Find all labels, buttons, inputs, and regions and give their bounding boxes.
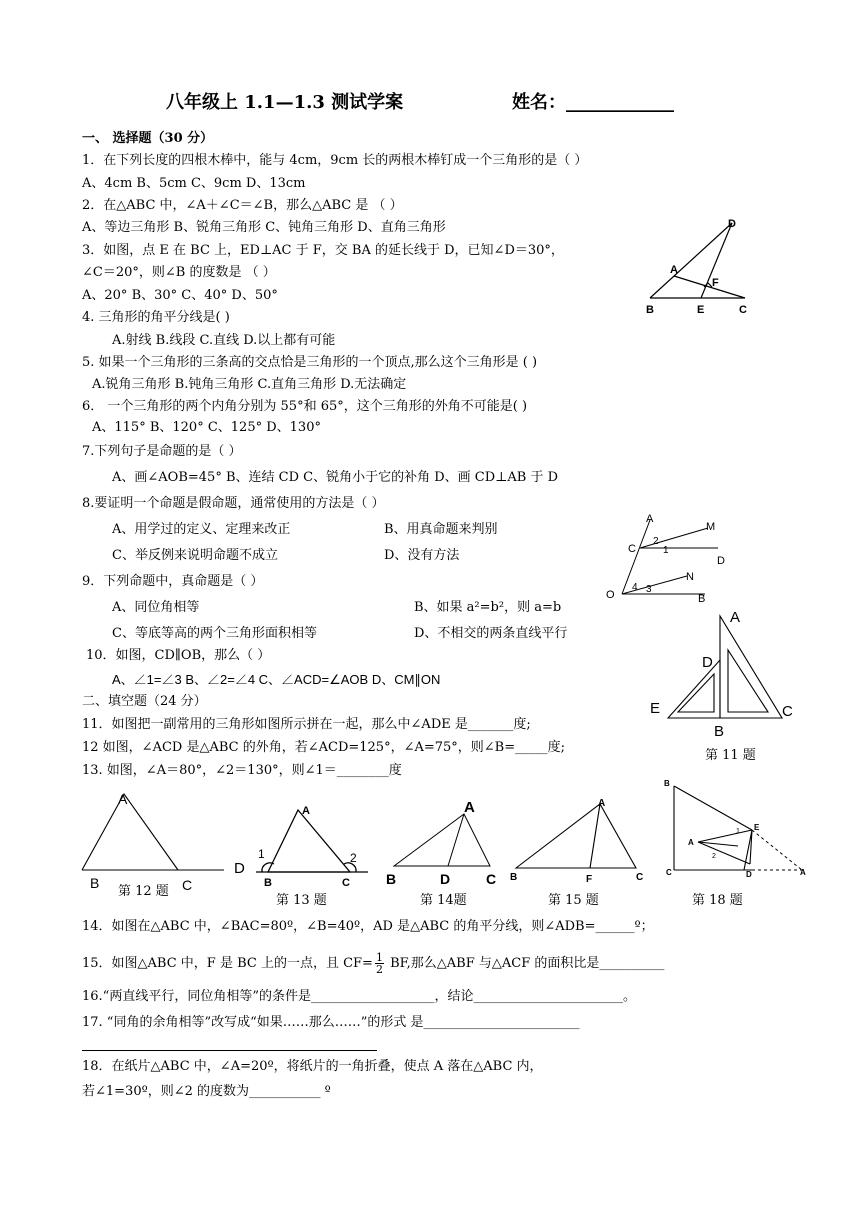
question-16: 16.“两直线平行，同位角相等”的条件是___________________，结论_______________________。 (82, 989, 636, 1004)
question-1-options: A、4cm B、5cm C、9cm D、13cm (82, 176, 306, 191)
question-8-option-a: A、用学过的定义、定理来改正 (112, 522, 291, 537)
fig18-label-2: 2 (712, 853, 716, 860)
question-4-options: A.射线 B.线段 C.直线 D.以上都有可能 (112, 333, 336, 348)
question-6: 6． 一个三角形的两个内角分别为 55°和 65°，这个三角形的外角不可能是( ) (82, 399, 528, 414)
question-8-option-b: B、用真命题来判别 (384, 522, 498, 537)
question-3-line2: ∠C＝20°，则∠B 的度数是 （ ） (82, 265, 276, 280)
figure-q3 (640, 215, 760, 320)
question-7: 7.下列句子是命题的是（ ） (82, 444, 242, 459)
fig3-label-d: D (728, 218, 736, 230)
fig12-label-c: C (182, 877, 193, 893)
fig10-label-o: O (606, 589, 615, 601)
figure-q18 (660, 776, 810, 884)
fig14-label-a: A (464, 799, 475, 816)
page-title: 八年级上 1.1—1.3 测试学案 (166, 92, 404, 113)
section1-heading: 一、 选择题（30 分） (82, 131, 214, 146)
fig14-label-c: C (486, 871, 497, 887)
fraction-denominator: 2 (375, 963, 383, 976)
fig10-label-n: N (686, 571, 694, 583)
fig18-label-d: D (746, 870, 752, 879)
question-9-option-c: C、等底等高的两个三角形面积相等 (112, 626, 317, 641)
question-5: 5. 如果一个三角形的三条高的交点恰是三角形的一个顶点,那么这个三角形是 ( ) (82, 355, 538, 370)
fig18-label-c: C (666, 868, 672, 877)
fig10-label-2: 2 (653, 536, 659, 547)
fig10-label-a: A (646, 513, 654, 525)
fig13-label-a: A (302, 805, 310, 817)
question-2: 2．在△ABC 中，∠A＋∠C＝∠B，那么△ABC 是 （ ） (82, 198, 403, 213)
fig11-label-a: A (730, 609, 741, 626)
separator-line (82, 1050, 377, 1051)
fig10-label-m: M (706, 521, 716, 533)
question-8: 8.要证明一个命题是假命题，通常使用的方法是（ ） (82, 496, 385, 511)
fig18-label-b: B (664, 779, 670, 788)
question-12: 12 如图，∠ACD 是△ABC 的外角，若∠ACD=125°，∠A=75°，则∠B=_____度; (82, 740, 566, 755)
fig13-label-b: B (264, 877, 272, 889)
name-blank[interactable]: ____________ (566, 92, 674, 113)
question-15 (82, 952, 664, 975)
question-6-options: A、115° B、120° C、125° D、130° (92, 420, 321, 435)
fig13-label-1: 1 (258, 847, 265, 861)
fig12-caption: 第 12 题 (118, 884, 169, 899)
figure-q11 (650, 608, 800, 738)
fig14-label-d: D (440, 871, 451, 887)
section2-heading: 二、填空题（24 分） (82, 694, 207, 709)
name-label-text: 姓名： (512, 92, 566, 113)
question-14: 14．如图在△ABC 中，∠BAC=80º，∠B=40º，AD 是△ABC 的角平分线，则∠ADB=______º； (82, 919, 654, 934)
fig14-label-b: B (386, 871, 397, 887)
fig10-label-3: 3 (646, 584, 652, 595)
fig10-label-4: 4 (632, 582, 638, 593)
question-1: 1．在下列长度的四根木棒中，能与 4cm，9cm 长的两根木棒钉成一个三角形的是（ ） (82, 153, 588, 168)
fig12-label-a: A (118, 791, 128, 807)
fig11-label-b: B (714, 723, 725, 740)
fig13-label-2: 2 (350, 851, 357, 865)
figure-q10 (600, 510, 740, 610)
fig18-label-1: 1 (736, 828, 740, 835)
question-3-line1: 3．如图，点 E 在 BC 上，ED⊥AC 于 F，交 BA 的延长线于 D，已知∠D＝30°， (82, 243, 564, 258)
fig13-label-c: C (342, 877, 350, 889)
fig14-caption: 第 14题 (420, 893, 467, 908)
fig11-label-d: D (702, 654, 713, 671)
question-11: 11．如图把一副常用的三角形如图所示拼在一起，那么中∠ADE 是_______度; (82, 717, 531, 732)
name-label (512, 94, 674, 112)
fig10-label-d: D (717, 555, 725, 567)
fig15-label-a: A (598, 798, 606, 809)
fig10-label-b: B (698, 593, 706, 605)
fig11-label-e: E (650, 700, 661, 717)
fig10-label-1: 1 (663, 545, 669, 556)
question-9: 9．下列命题中，真命题是（ ） (82, 574, 264, 589)
fig11-label-c: C (782, 703, 793, 720)
fig18-label-a: A (800, 868, 806, 877)
question-10: 10．如图，CD∥OB，那么（ ） (86, 648, 271, 663)
question-3-options: A、20° B、30° C、40° D、50° (82, 288, 278, 303)
fraction-numerator: 1 (375, 951, 383, 964)
fig15-caption: 第 15 题 (548, 893, 599, 908)
fig15-label-c: C (636, 872, 644, 883)
fig3-label-e: E (697, 304, 705, 316)
question-17: 17. “同角的余角相等”改写成“如果……那么……”的形式 是________________________ (82, 1015, 580, 1030)
question-18-line1: 18．在纸片△ABC 中，∠A=20º，将纸片的一角折叠，使点 A 落在△ABC 内， (82, 1059, 543, 1074)
fig12-label-b: B (90, 875, 100, 891)
figure-q14 (384, 798, 504, 890)
question-8-option-d: D、没有方法 (384, 548, 460, 563)
question-9-option-b: B、如果 a²=b²，则 a=b (414, 600, 562, 615)
fig3-label-b: B (646, 304, 654, 316)
question-18-line2: 若∠1=30º，则∠2 的度数为___________ º (82, 1084, 331, 1099)
fig18-label-a-folded: A (688, 838, 694, 847)
figure-q13 (234, 798, 374, 888)
fig15-label-b: B (510, 872, 518, 883)
fig11-caption: 第 11 题 (705, 748, 756, 763)
fig15-label-f: F (586, 874, 593, 885)
fig3-label-c: C (739, 304, 747, 316)
question-9-option-d: D、不相交的两条直线平行 (414, 626, 568, 641)
question-10-options: A、∠1=∠3 B、∠2=∠4 C、∠ACD=∠AOB D、CM∥ON (112, 672, 441, 687)
question-9-option-a: A、同位角相等 (112, 600, 200, 615)
question-4: 4. 三角形的角平分线是( ) (82, 310, 230, 325)
question-2-options: A、等边三角形 B、锐角三角形 C、钝角三角形 D、直角三角形 (82, 220, 446, 235)
question-5-options: A.锐角三角形 B.钝角三角形 C.直角三角形 D.无法确定 (92, 377, 407, 392)
fraction (375, 952, 384, 975)
fig3-label-a: A (670, 264, 678, 276)
question-13: 13. 如图，∠A＝80°，∠2＝130°，则∠1＝________度 (82, 763, 402, 778)
question-7-options: A、画∠AOB=45° B、连结 CD C、锐角小于它的补角 D、画 CD⊥AB 于 D (112, 470, 558, 485)
fig13-caption: 第 13 题 (276, 893, 327, 908)
question-15-suffix: BF,那么△ABF 与△ACF 的面积比是__________ (385, 956, 665, 971)
fig10-label-c: C (628, 543, 636, 555)
fig18-label-e: E (754, 823, 760, 832)
fig3-label-f: F (712, 277, 719, 289)
question-15-prefix: 15．如图△ABC 中，F 是 BC 上的一点，且 CF= (82, 956, 373, 971)
question-8-option-c: C、举反例来说明命题不成立 (112, 548, 278, 563)
fig18-caption: 第 18 题 (692, 893, 743, 908)
fig13-label-d: D (234, 860, 245, 877)
figure-q15 (510, 796, 642, 886)
